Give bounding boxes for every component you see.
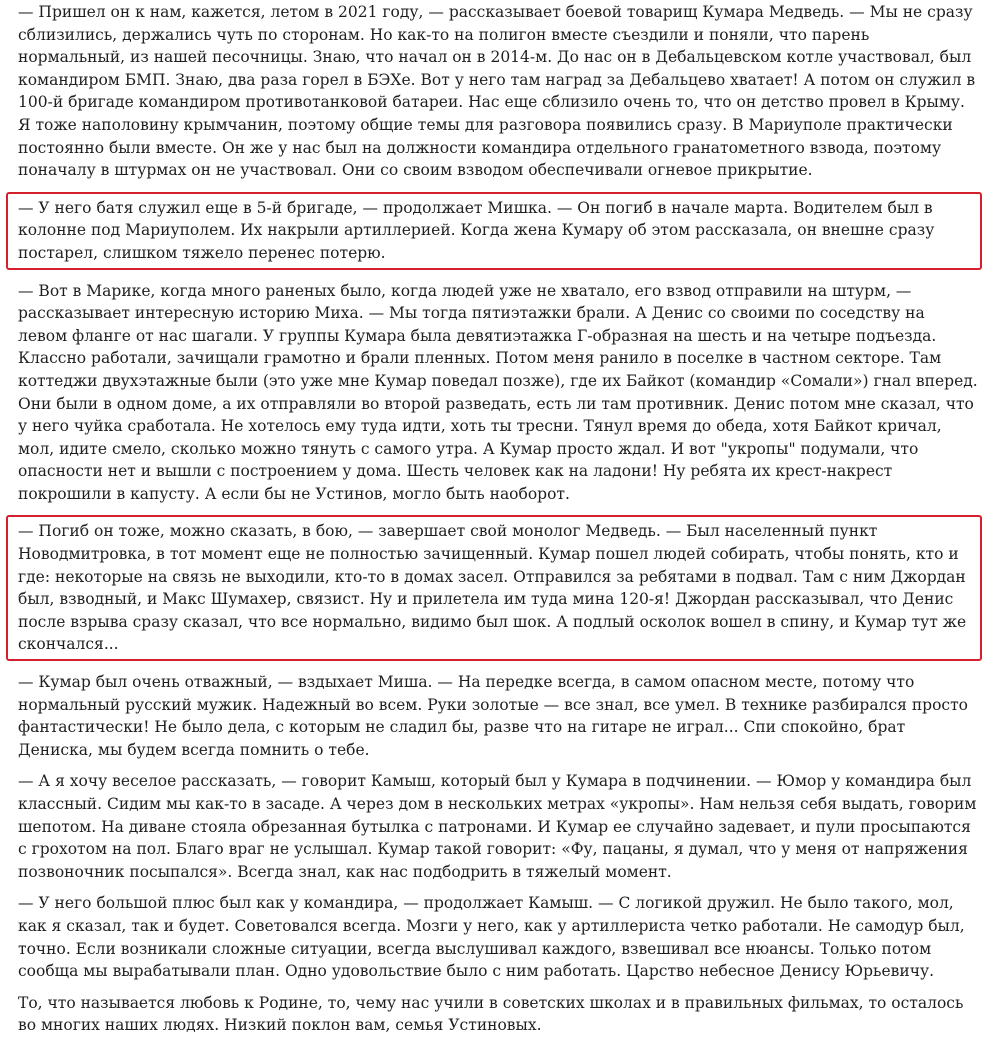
article-body <box>18 1 978 1046</box>
paragraph-8: То, что называется любовь к Родине, то, чему нас учили в советских школах и в правильных фильмах, то осталось во многих наших людях. Низкий поклон вам, семья Устиновых. <box>18 993 964 1035</box>
paragraph-6: — А я хочу веселое рассказать, — говорит Камыш, который был у Кумара в подчинении. — Юмор у командира был классный. Сидим мы как-то в засаде. А через дом в нескольких метрах «укропы». Нам нельзя себя выдать, говорим шепотом. На диване стояла обрезанная бутылка с патронами. И Кумар ее случайно задевает, и пули просыпаются с грохотом на пол. Благо враг не услышал. Кумар такой говорит: «Фу, пацаны, я думал, что у меня от напряжения позвоночник посыпался». Всегда знал, как нас подбодрить в тяжелый момент. <box>18 772 977 881</box>
paragraph-3: — Вот в Марике, когда много раненых было, когда людей уже не хватало, его взвод отправили на штурм, — рассказывает интересную историю Миха. — Мы тогда пятиэтажки брали. А Денис со своими по соседству на левом фланге от нас шагали. У группы Кумара была девятиэтажка Г-образная на шесть и на четыре подъезда. Классно работали, зачищали грамотно и брали пленных. Потом меня ранило в поселке в частном секторе. Там коттеджи двухэтажные были (это уже мне Кумар поведал позже), где их Байкот (командир «Сомали») гнал вперед. Они были в одном доме, а их отправляли во второй разведать, есть ли там противник. Денис потом мне сказал, что у него чуйка сработала. Не хотелось ему туда идти, хоть ты тресни. Тянул время до обеда, хотя Байкот кричал, мол, идите смело, сколько можно тянуть с самого утра. А Кумар просто ждал. И вот "укропы" подумали, что опасности нет и вышли с построением у дома. Шесть человек как на ладони! Ну ребята их крест-накрест покрошили в капусту. А если бы не Устинов, могло быть наоборот. <box>18 281 978 503</box>
paragraph-7: — У него большой плюс был как у командира, — продолжает Камыш. — С логикой дружил. Не было такого, мол, как я сказал, так и будет. Советовался всегда. Мозги у него, как у артиллериста четко работали. Не самодур был, точно. Если возникали сложные ситуации, всегда выслушивал каждого, взвешивал все нюансы. Только потом сообща мы вырабатывали план. Одно удовольствие было с ним работать. Царство небесное Денису Юрьевичу. <box>18 894 965 981</box>
paragraph-1: — Пришел он к нам, кажется, летом в 2021 году, — рассказывает боевой товарищ Кумара Медведь. — Мы не сразу сблизились, держались чуть по сторонам. Но как-то на полигон вместе съездили и поняли, что парень нормальный, из нашей песочницы. Знаю, что начал он в 2014-м. До нас он в Дебальцевском котле участвовал, был командиром БМП. Знаю, два раза горел в БЭХе. Вот у него там наград за Дебальцево хватает! А потом он служил в 100-й бригаде командиром противотанковой батареи. Нас еще сблизило очень то, что он детство провел в Крыму. Я тоже наполовину крымчанин, поэтому общие темы для разговора появились сразу. В Мариуполе практически постоянно были вместе. Он же у нас был на должности командира отдельного гранатометного взвода, поэтому поначалу в штурмах он не участвовал. Они со своим взводом обеспечивали огневое прикрытие. <box>18 3 976 180</box>
highlighted-paragraph-2: — У него батя служил еще в 5-й бригаде, — продолжает Мишка. — Он погиб в начале марта. Водителем был в колонне под Мариуполем. Их накрыли артиллерией. Когда жена Кумару об этом рассказала, он внешне сразу постарел, слишком тяжело перенес потерю. <box>18 197 978 265</box>
paragraph-5: — Кумар был очень отважный, — вздыхает Миша. — На передке всегда, в самом опасном месте, потому что нормальный русский мужик. Надежный во всем. Руки золотые — все знал, все умел. В технике разбирался просто фантастически! Не было дела, с которым не сладил бы, разве что на гитаре не играл... Спи спокойно, брат Дениска, мы будем всегда помнить о тебе. <box>18 673 969 759</box>
highlighted-paragraph-4: — Погиб он тоже, можно сказать, в бою, — завершает свой монолог Медведь. — Был населенный пункт Новодмитровка, в тот момент еще не полностью зачищенный. Кумар пошел людей собирать, чтобы понять, кто и где: некоторые на связь не выходили, кто-то в домах засел. Отправился за ребятами в подвал. Там с ним Джордан был, взводный, и Макс Шумахер, связист. Ну и прилетела им туда мина 120-я! Джордан рассказывал, что Денис после взрыва сразу сказал, что все нормально, видимо был шок. А подлый осколок вошел в спину, и Кумар тут же скончался... <box>18 520 978 656</box>
